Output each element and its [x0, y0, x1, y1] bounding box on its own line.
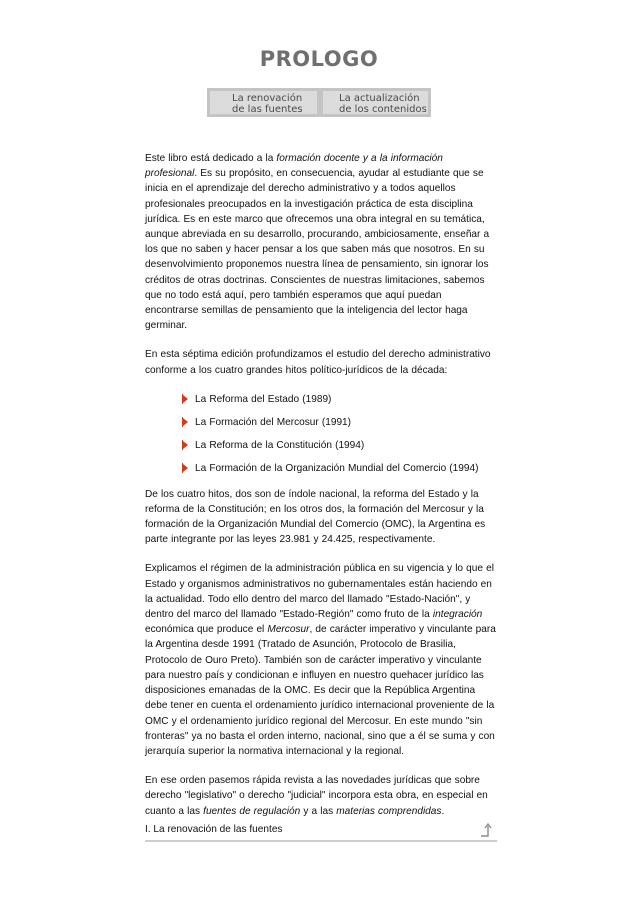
- emphasis-text: Mercosur: [267, 624, 310, 636]
- section-divider: [145, 840, 497, 842]
- list-item: [180, 438, 497, 453]
- emphasis-text: fuentes de regulación: [203, 805, 301, 817]
- paragraph-novedades: En ese orden pasemos rápida revista a las novedades jurídicas que sobre derecho "legislativo" o derecho "judicial" incorpora esta obra, en especial en cuanto a las fuentes de regulación y a las materias comprendidas.: [145, 775, 488, 817]
- list-item: [180, 415, 497, 430]
- nav-button-label-line: de los contenidos: [339, 104, 427, 115]
- nav-button-label-line: La renovación: [232, 93, 303, 104]
- nav-button-label-line: La actualización: [339, 93, 420, 104]
- list-item: [180, 392, 497, 407]
- hitos-list: [145, 392, 497, 477]
- section-link-renovacion-fuentes[interactable]: I. La renovación de las fuentes: [145, 824, 283, 835]
- list-item-label: La Formación de la Organización Mundial del Comercio (1994): [195, 463, 479, 475]
- paragraph-hitos-summary: De los cuatro hitos, dos son de índole nacional, la reforma del Estado y la reforma de la Constitución; en los otros dos, la formación del Mercosur y la formación de la Organización Mundial del Comercio (OMC), la Argentina es parte integrante por las leyes 23.981 y 24.425, respectivamente.: [145, 488, 486, 546]
- red-arrow-bullet-icon: [183, 464, 188, 472]
- nav-button-label-line: de las fuentes: [232, 104, 303, 115]
- emphasis-text: materias comprendidas: [336, 805, 442, 817]
- section-footer: [145, 822, 497, 837]
- red-arrow-bullet-icon: [183, 395, 188, 403]
- list-item-label: La Formación del Mercosur (1991): [195, 417, 352, 429]
- paragraph-intro: Este libro está dedicado a la formación docente y a la información profesional. Es su propósito, en consecuencia, ayudar al estudiante que se inicia en el aprendizaje del derecho administrativo y a todos aquellos profesionales preocupados en la investigación práctica de esta disciplina jurídica. Es en este marco que ofrecemos una obra integral en su temática, aunque abreviada en su desarrollo, procurando, ambiciosamente, enseñar a los que no saben y hacer pensar a los que saben más que nosotros. En su desenvolvimiento proponemos nuestra línea de pensamiento, sin ignorar los créditos de otras doctrinas. Conscientes de nuestras limitaciones, sabemos que no todo está aquí, pero también esperamos que aquí puedan encontrarse semillas de pensamiento que la inteligencia del lector haga germinar.: [145, 153, 490, 332]
- list-item-label: La Reforma del Estado (1989): [195, 393, 332, 405]
- paragraph-regimen: Explicamos el régimen de la administración pública en su vigencia y lo que el Estado y organismos administrativos no gubernamentales están haciendo en la actualidad. Todo ello dentro del marco del llamado "Estado-Nación", y dentro del marco del llamado "Estado-Región" como fruto de la integración económica que produce el Mercosur, de carácter imperativo y vinculante para la Argentina desde 1991 (Tratado de Asunción, Protocolo de Brasilia, Protocolo de Ouro Preto). También son de carácter imperativo y vinculante para nuestro país y condicionan e influyen en nuestro quehacer jurídico las disposiciones emanadas de la OMC. Es decir que la República Argentina debe tener en cuenta el ordenamiento jurídico internacional proveniente de la OMC y el ordenamiento jurídico regional del Mercosur. En este mundo "sin fronteras" ya no basta el orden interno, nacional, sino que a él se suma y con jerarquía superior la normativa internacional y la regional.: [145, 563, 496, 757]
- emphasis-text: integración: [432, 609, 483, 621]
- red-arrow-bullet-icon: [183, 441, 188, 449]
- red-arrow-bullet-icon: [183, 418, 188, 426]
- list-item-label: La Reforma de la Constitución (1994): [195, 440, 365, 452]
- up-arrow-icon[interactable]: [479, 822, 493, 838]
- list-item: [180, 461, 497, 476]
- prologue-body: [145, 151, 497, 833]
- paragraph-edition: En esta séptima edición profundizamos el estudio del derecho administrativo conforme a los cuatro grandes hitos político-jurídicos de la década:: [145, 349, 491, 376]
- nav-button-actualizacion-contenidos[interactable]: [320, 88, 431, 117]
- page-title: PROLOGO: [259, 47, 379, 71]
- nav-button-renovacion-fuentes[interactable]: [207, 88, 320, 117]
- emphasis-text: formación docente y a la información profesional: [145, 153, 443, 180]
